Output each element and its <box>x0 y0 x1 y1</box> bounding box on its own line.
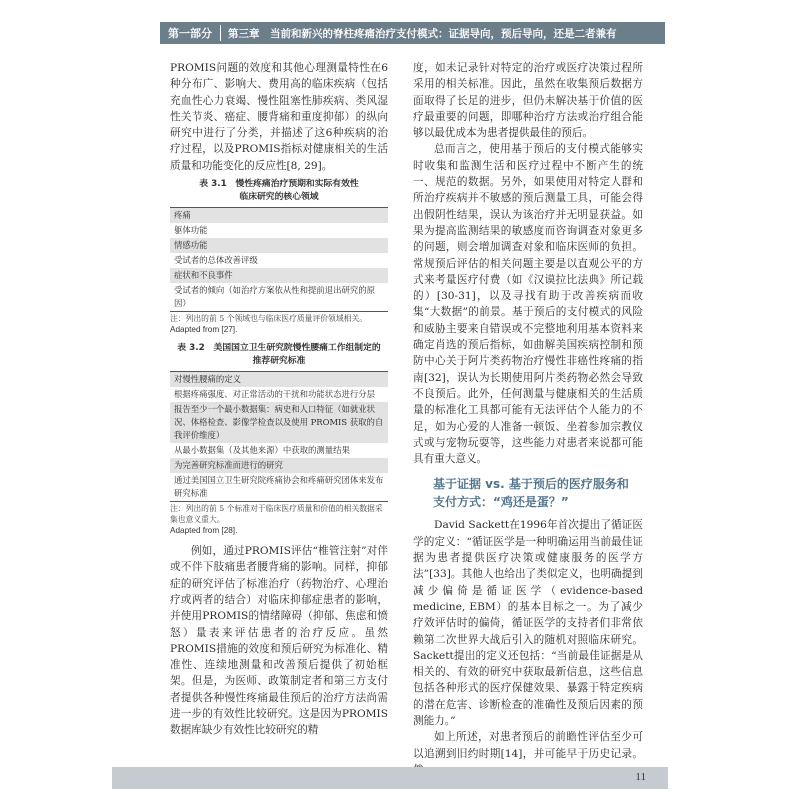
table-row: 对慢性腰痛的定义 <box>170 372 388 387</box>
intro-paragraph: PROMIS问题的效度和其他心理测量特性在6种分布广、影响大、费用高的临床疾病（包括充血性心力衰竭、慢性阻塞性肺疾病、类风湿性关节炎、癌症、腰背痛和重度抑郁）的纵向研究中进行了分类，并描述了这6种疾病的治疗过程，以及PROMIS指标对健康相关的生活质量和功能变化的反应性[8, 29]。 <box>170 62 388 172</box>
table-3-2-note: 注：列出的前 5 个标准对于临床医疗质量和价值的相关数据采集也意义重大。 <box>170 504 383 525</box>
table-row: 情感功能 <box>170 238 388 253</box>
section-heading-line1: 基于证据 vs. 基于预后的医疗服务和 <box>433 477 629 492</box>
table-3-2-caption-line2: 推荐研究标准 <box>252 356 306 367</box>
table-row: 从最小数据集（及其他来源）中获取的测量结果 <box>170 443 388 458</box>
left-column <box>170 60 388 739</box>
table-3-1-note: 注：列出的前 5 个领域也与临床医疗质量评价领域相关。 <box>170 314 368 324</box>
table-row: 躯体功能 <box>170 223 388 238</box>
section-heading <box>433 475 643 511</box>
body-paragraph: David Sackett在1996年首次提出了循证医学的定义：“循证医学是一种明确运用当前最佳证据为患者提供医疗决策或健康服务的医学方法”[33]。其他人也给出了类似定义，也明确提到减少偏倚是循证医学（evidence-based medicine, EBM）的基本目标之一。为了减少疗效评估时的偏倚，循证医学的支持者们非常依赖第二次世界大战后引入的随机对照临床研究。Sackett提出的定义还包括：“当前最佳证据是从相关的、有效的研究中获取最新信息，这些信息包括各种形式的医疗保健效果、暴露于特定疾病的潜在危害、诊断检查的准确性及预后因素的预测能力。” <box>413 519 643 727</box>
table-3-2 <box>170 342 388 537</box>
body-paragraph: 总而言之，使用基于预后的支付模式能够实时收集和监测生活和医疗过程中不断产生的统一、规范的数据。另外，如果使用对特定人群和所治疗疾病并不敏感的预后测量工具，可能会得出假阴性结果，误认为该治疗并无明显获益。如果为提高监测结果的敏感度而咨询调查对象更多的问题，则会增加调查对象和临床医师的负担。常规预后评估的相关问题主要是以直观公平的方式来考量医疗付费（如《汉谟拉比法典》所记载的）[30-31]，以及寻找有助于改善疾病而收集“大数据”的前景。基于预后的支付模式的风险和威胁主要来自错误或不完整地利用基本资料来确定肖选的预后指标，如曲解美国疾病控制和预防中心关于阿片类药物治疗慢性非癌性疼痛的指南[32]，误认为长期使用阿片类药物必然会导致不良预后。此外，任何测量与健康相关的生活质量的标准化工具都可能有无法评估个人能力的不足，如为心爱的人准备一顿饭、坐着参加宗教仪式或与宠物玩耍等，这些能力对患者来说都可能具有重大意义。 <box>413 143 643 466</box>
header-chapter-title: 第三章 当前和新兴的脊柱疼痛治疗支付模式：证据导向，预后导向，还是二者兼有 <box>228 27 617 40</box>
table-3-1-source: Adapted from [27]. <box>170 325 238 335</box>
table-row: 症状和不良事件 <box>170 268 388 283</box>
table-3-2-source: Adapted from [28]. <box>170 526 238 536</box>
table-3-1 <box>170 178 388 336</box>
footer-bar <box>112 767 668 789</box>
table-3-2-caption-line1: 表 3.2 美国国立卫生研究院慢性腰痛工作组制定的 <box>177 343 381 354</box>
table-row: 报告至少一个最小数据集：病史和人口特征（如就业状况、体格检查、影像学检查以及使用 PROMIS 获取的自我评价维度） <box>170 402 388 443</box>
table-3-1-caption <box>170 178 388 204</box>
table-3-1-body <box>170 207 388 312</box>
table-row: 受试者的总体改善评级 <box>170 253 388 268</box>
running-header <box>160 22 665 44</box>
table-row: 为完善研究标准而进行的研究 <box>170 458 388 473</box>
body-paragraph: 如上所述，对患者预后的前瞻性评估至少可以追溯到旧约时期[14]，并可能早于历史记录。 <box>413 731 643 760</box>
table-3-2-body <box>170 371 388 502</box>
table-3-2-caption <box>170 342 388 368</box>
body-paragraph: 例如，通过PROMIS评估“椎管注射”对伴或不伴下肢痛患者腰背痛的影响。同样，抑郁症的研究评估了标准治疗（药物治疗、心理治疗或两者的结合）对临床抑郁症患者的影响，并使用PROMIS的情绪障碍（抑郁、焦虑和愤怒）量表来评估患者的治疗反应。虽然PROMIS措施的效度和预后研究为标准化、精准性、连续地测量和改善预后提供了初始框架。但是，为医师、政策制定者和第三方支付者提供各种慢性疼痛最佳预后的治疗方法尚需进一步的有效性比较研究。这是因为PROMIS数据库缺少有效性比较研究的精 <box>170 545 388 737</box>
right-column <box>413 60 643 778</box>
body-paragraph: 度，如未记录针对特定的治疗或医疗决策过程所采用的相关标准。因此，虽然在收集预后数据方面取得了长足的进步，但仍未解决基于价值的医疗最重要的问题，即哪种治疗方法或治疗组合能够以最优成本为患者提供最佳的预后。 <box>413 62 643 140</box>
table-row: 通过美国国立卫生研究院疼痛协会和疼痛研究团体来发布研究标准 <box>170 473 388 501</box>
table-row: 受试者的倾向（如治疗方案依从性和提前退出研究的原因） <box>170 283 388 311</box>
section-heading-line2: 支付方式：“鸡还是蛋？” <box>433 495 569 510</box>
header-part-label: 第一部分 <box>160 25 221 41</box>
table-3-1-caption-line2: 临床研究的核心领域 <box>239 192 319 203</box>
table-row: 根据疼痛强度、对正常活动的干扰和功能状态进行分层 <box>170 387 388 402</box>
table-row: 疼痛 <box>170 208 388 223</box>
page-number: 11 <box>635 771 646 783</box>
table-3-1-caption-line1: 表 3.1 慢性疼痛治疗预期和实际有效性 <box>199 179 359 190</box>
